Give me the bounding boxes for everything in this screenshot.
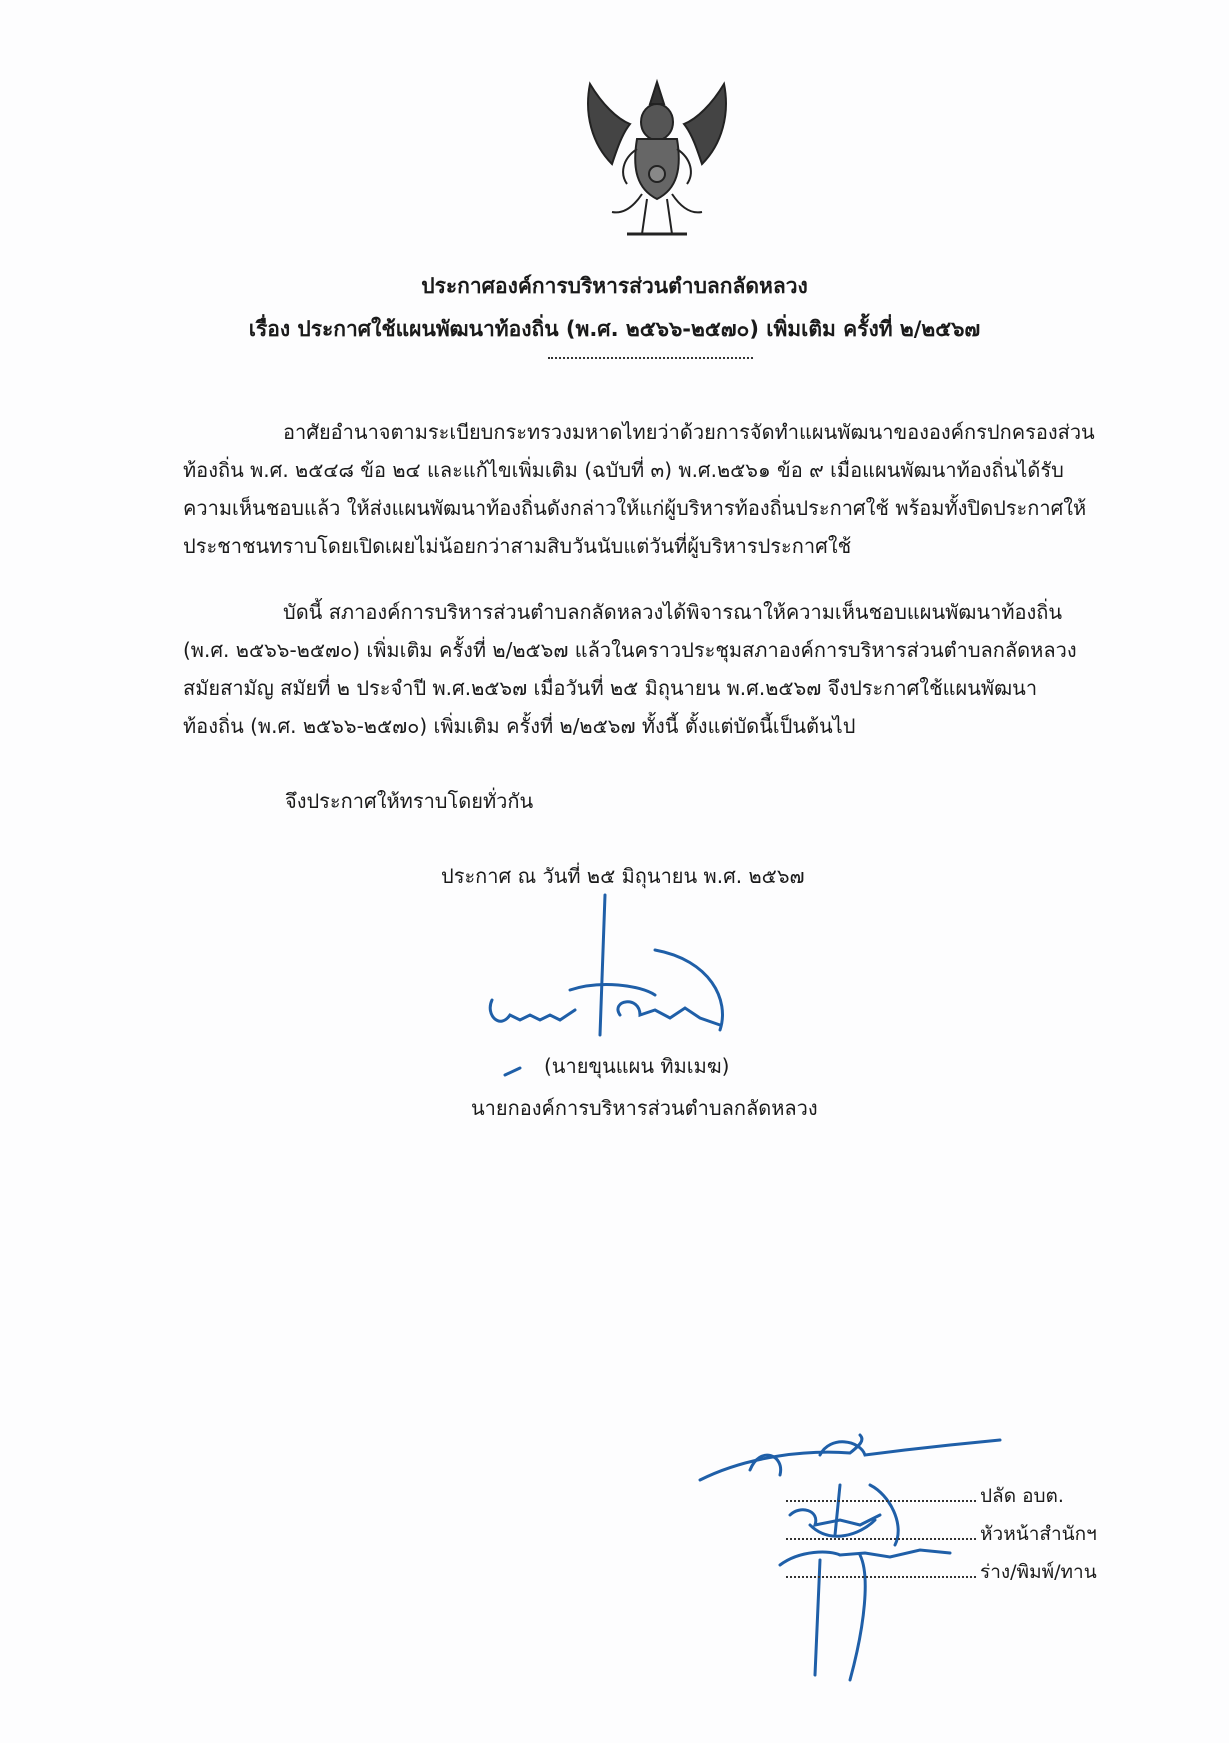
initials-row [786, 1557, 1097, 1587]
initials-line [786, 1538, 976, 1540]
initials-row [786, 1481, 1064, 1511]
paragraph-line: ท้องถิ่น พ.ศ. ๒๕๔๘ ข้อ ๒๔ และแก้ไขเพิ่มเติม (ฉบับที่ ๓) พ.ศ.๒๕๖๑ ข้อ ๙ เมื่อแผนพัฒนาท้องถิ่นได้รับ [183, 458, 1064, 482]
paragraph-line: บัดนี้ สภาองค์การบริหารส่วนตำบลกลัดหลวงได้พิจารณาให้ความเห็นชอบแผนพัฒนาท้องถิ่น [283, 600, 1063, 624]
paragraph-line: (พ.ศ. ๒๕๖๖-๒๕๗๐) เพิ่มเติม ครั้งที่ ๒/๒๕๖๗ แล้วในคราวประชุมสภาองค์การบริหารส่วนตำบลกลัดหลวง [183, 638, 1077, 662]
paragraph-1 [183, 413, 1130, 565]
paragraph-line: สมัยสามัญ สมัยที่ ๒ ประจำปี พ.ศ.๒๕๖๗ เมื่อวันที่ ๒๕ มิถุนายน พ.ศ.๒๕๖๗ จึงประกาศใช้แผนพัฒนา [183, 676, 1038, 700]
initials-row [786, 1519, 1097, 1549]
closing-statement: จึงประกาศให้ทราบโดยทั่วกัน [285, 789, 534, 813]
title-divider [548, 357, 753, 359]
initials-line [786, 1576, 976, 1578]
initials-line [786, 1500, 976, 1502]
paragraph-line: อาศัยอำนาจตามระเบียบกระทรวงมหาดไทยว่าด้วยการจัดทำแผนพัฒนาขององค์กรปกครองส่วน [283, 420, 1095, 444]
initials-label: ร่าง/พิมพ์/ทาน [980, 1561, 1097, 1583]
paragraph-2 [183, 593, 1130, 745]
announcement-subject: เรื่อง ประกาศใช้แผนพัฒนาท้องถิ่น (พ.ศ. ๒๕๖๖-๒๕๗๐) เพิ่มเติม ครั้งที่ ๒/๒๕๖๗ [248, 317, 981, 341]
paragraph-line: ความเห็นชอบแล้ว ให้ส่งแผนพัฒนาท้องถิ่นดังกล่าวให้แก่ผู้บริหารท้องถิ่นประกาศใช้ พร้อมทั้งปิดประกาศให้ [183, 496, 1087, 520]
garuda-emblem-icon [582, 74, 732, 244]
initials-label: หัวหน้าสำนักฯ [980, 1523, 1097, 1545]
paragraph-line: ประชาชนทราบโดยเปิดเผยไม่น้อยกว่าสามสิบวันนับแต่วันที่ผู้บริหารประกาศใช้ [183, 534, 852, 558]
paragraph-line: ท้องถิ่น (พ.ศ. ๒๕๖๖-๒๕๗๐) เพิ่มเติม ครั้งที่ ๒/๒๕๖๗ ทั้งนี้ ตั้งแต่บัดนี้เป็นต้นไป [183, 714, 856, 738]
signatory-position: นายกองค์การบริหารส่วนตำบลกลัดหลวง [471, 1096, 818, 1120]
signatory-name: (นายขุนแผน ทิมเมฆ) [544, 1054, 730, 1078]
announcement-title: ประกาศองค์การบริหารส่วนตำบลกลัดหลวง [421, 274, 808, 298]
initials-label: ปลัด อบต. [980, 1485, 1064, 1507]
announcement-date: ประกาศ ณ วันที่ ๒๕ มิถุนายน พ.ศ. ๒๕๖๗ [441, 864, 805, 888]
